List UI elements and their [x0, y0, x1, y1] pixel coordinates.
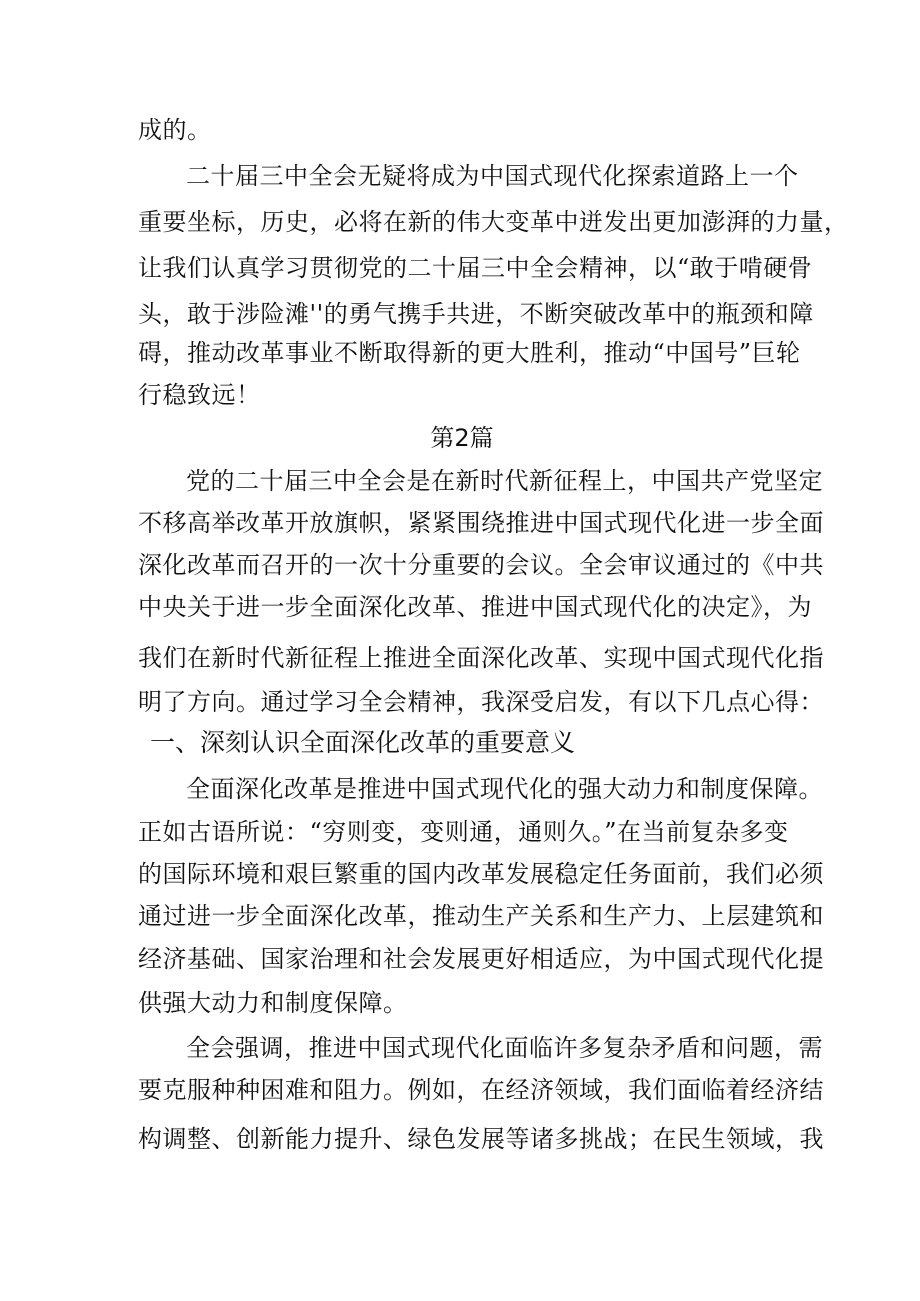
paragraph-line: 深化改革而召开的一次十分重要的会议。全会审议通过的《中共: [138, 551, 824, 579]
paragraph-line: 碍，推动改革事业不断取得新的更大胜利，推动“中国号”巨轮: [138, 339, 801, 367]
paragraph-line: 正如古语所说：“穷则变，变则通，通则久。”在当前复杂多变: [138, 818, 789, 846]
paragraph-line: 供强大动力和制度保障。: [138, 989, 408, 1017]
paragraph-line: 全会强调，推进中国式现代化面临许多复杂矛盾和问题，需: [186, 1034, 823, 1062]
paragraph-line: 我们在新时代新征程上推进全面深化改革、实现中国式现代化指: [138, 644, 824, 672]
paragraph-line: 明了方向。通过学习全会精神，我深受启发，有以下几点心得：: [138, 688, 824, 716]
paragraph-line: 重要坐标，历史，必将在新的伟大变革中迸发出更加澎湃的力量，: [138, 208, 849, 236]
paragraph-line: 构调整、创新能力提升、绿色发展等诸多挑战；在民生领域，我: [138, 1125, 824, 1153]
paragraph-line: 要克服种种困难和阻力。例如，在经济领域，我们面临着经济结: [138, 1076, 824, 1104]
paragraph-line: 经济基础、国家治理和社会发展更好相适应，为中国式现代化提: [138, 945, 824, 973]
paragraph-line: 头，敢于涉险滩''的勇气携手共进，不断突破改革中的瓶颈和障: [138, 300, 814, 328]
paragraph-line: 不移高举改革开放旗帜，紧紧围绕推进中国式现代化进一步全面: [138, 509, 824, 537]
section-title: 第2篇: [430, 424, 494, 452]
paragraph-line: 行稳致远！: [138, 381, 261, 409]
paragraph-line: 的国际环境和艰巨繁重的国内改革发展稳定任务面前，我们必须: [138, 860, 824, 888]
paragraph-line: 通过进一步全面深化改革，推动生产关系和生产力、上层建筑和: [138, 902, 824, 930]
paragraph-line: 中央关于进一步全面深化改革、推进中国式现代化的决定》，为: [138, 593, 812, 621]
paragraph-line: 让我们认真学习贯彻党的二十届三中全会精神，以“敢于啃硬骨: [138, 254, 813, 282]
subsection-heading: 一、深刻认识全面深化改革的重要意义: [150, 728, 576, 757]
paragraph-line: 党的二十届三中全会是在新时代新征程上，中国共产党坚定: [186, 467, 823, 495]
paragraph-line: 二十届三中全会无疑将成为中国式现代化探索道路上一个: [186, 162, 799, 190]
paragraph-line: 全面深化改革是推进中国式现代化的强大动力和制度保障。: [186, 775, 823, 803]
paragraph-line: 成的。: [138, 116, 212, 144]
